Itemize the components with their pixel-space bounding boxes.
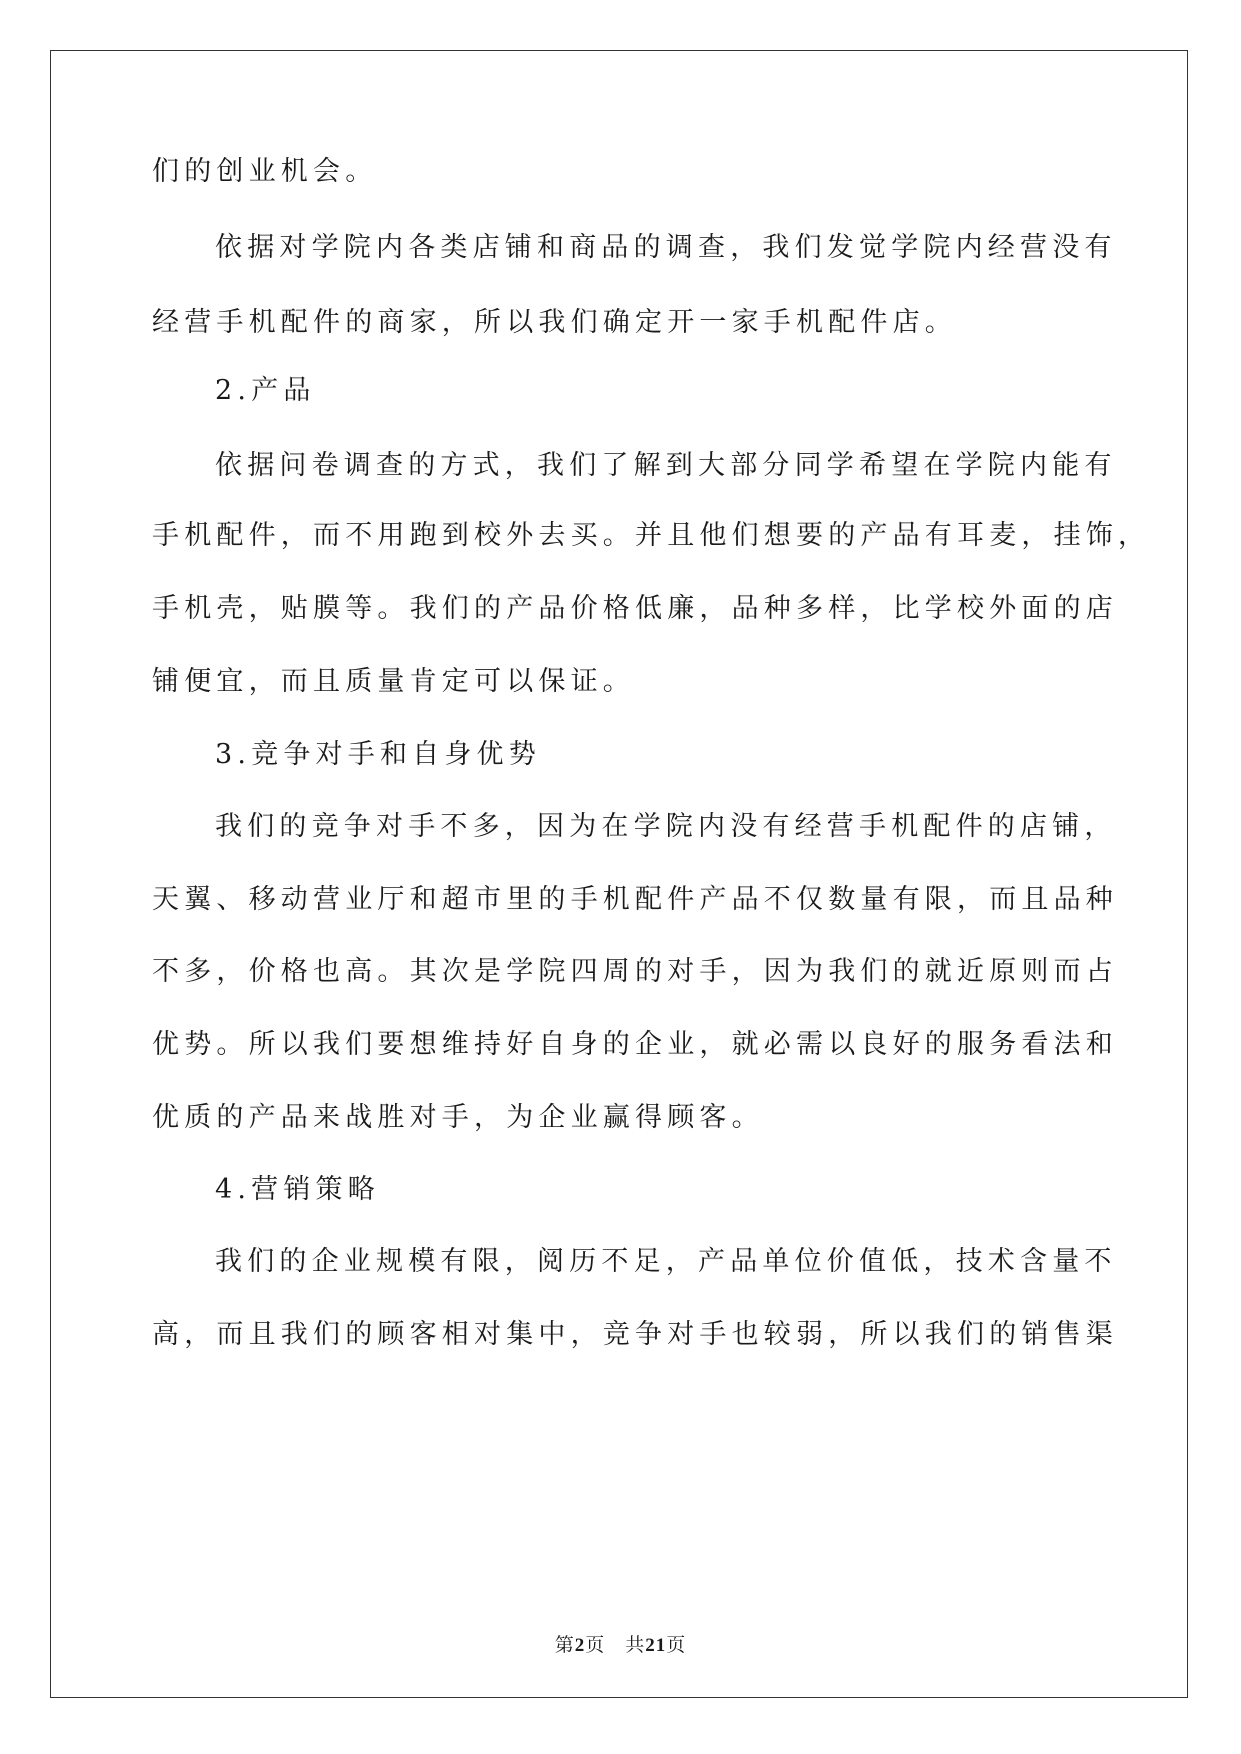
paragraph-4-line-3: 手机壳，贴膜等。我们的产品价格低廉，品种多样，比学校外面的店: [152, 593, 1118, 624]
paragraph-8-line-1: 我们的企业规模有限，阅历不足，产品单位价值低，技术含量不: [215, 1246, 1117, 1277]
page-border: [50, 50, 1188, 1698]
paragraph-2-line-2: 经营手机配件的商家，所以我们确定开一家手机配件店。: [152, 307, 957, 338]
paragraph-6-line-5: 优质的产品来战胜对手，为企业赢得顾客。: [152, 1102, 764, 1133]
section-heading-product: 2.产品: [215, 375, 316, 406]
footer-middle: 页 共: [585, 1634, 646, 1656]
footer-page-number: 2: [574, 1635, 586, 1656]
paragraph-8-line-2: 高，而且我们的顾客相对集中，竞争对手也较弱，所以我们的销售渠: [152, 1319, 1118, 1350]
paragraph-6-line-2: 天翼、移动营业厅和超市里的手机配件产品不仅数量有限，而且品种: [152, 884, 1118, 915]
footer-prefix: 第: [554, 1634, 575, 1656]
paragraph-4-line-1: 依据问卷调查的方式，我们了解到大部分同学希望在学院内能有: [215, 450, 1117, 481]
paragraph-6-line-1: 我们的竞争对手不多，因为在学院内没有经营手机配件的店铺，: [215, 811, 1117, 842]
paragraph-1-line-1: 们的创业机会。: [152, 156, 378, 187]
footer-total-pages: 21: [645, 1635, 667, 1656]
section-heading-competition: 3.竞争对手和自身优势: [215, 739, 541, 770]
paragraph-4-line-2: 手机配件，而不用跑到校外去买。并且他们想要的产品有耳麦，挂饰，: [152, 520, 1151, 551]
footer-suffix: 页: [666, 1634, 687, 1656]
page-footer: [0, 1630, 1241, 1657]
paragraph-6-line-3: 不多，价格也高。其次是学院四周的对手，因为我们的就近原则而占: [152, 956, 1118, 987]
paragraph-6-line-4: 优势。所以我们要想维持好自身的企业，就必需以良好的服务看法和: [152, 1029, 1118, 1060]
section-heading-marketing: 4.营销策略: [215, 1174, 380, 1205]
paragraph-2-line-1: 依据对学院内各类店铺和商品的调查，我们发觉学院内经营没有: [215, 232, 1117, 263]
paragraph-4-line-4: 铺便宜，而且质量肯定可以保证。: [152, 666, 635, 697]
